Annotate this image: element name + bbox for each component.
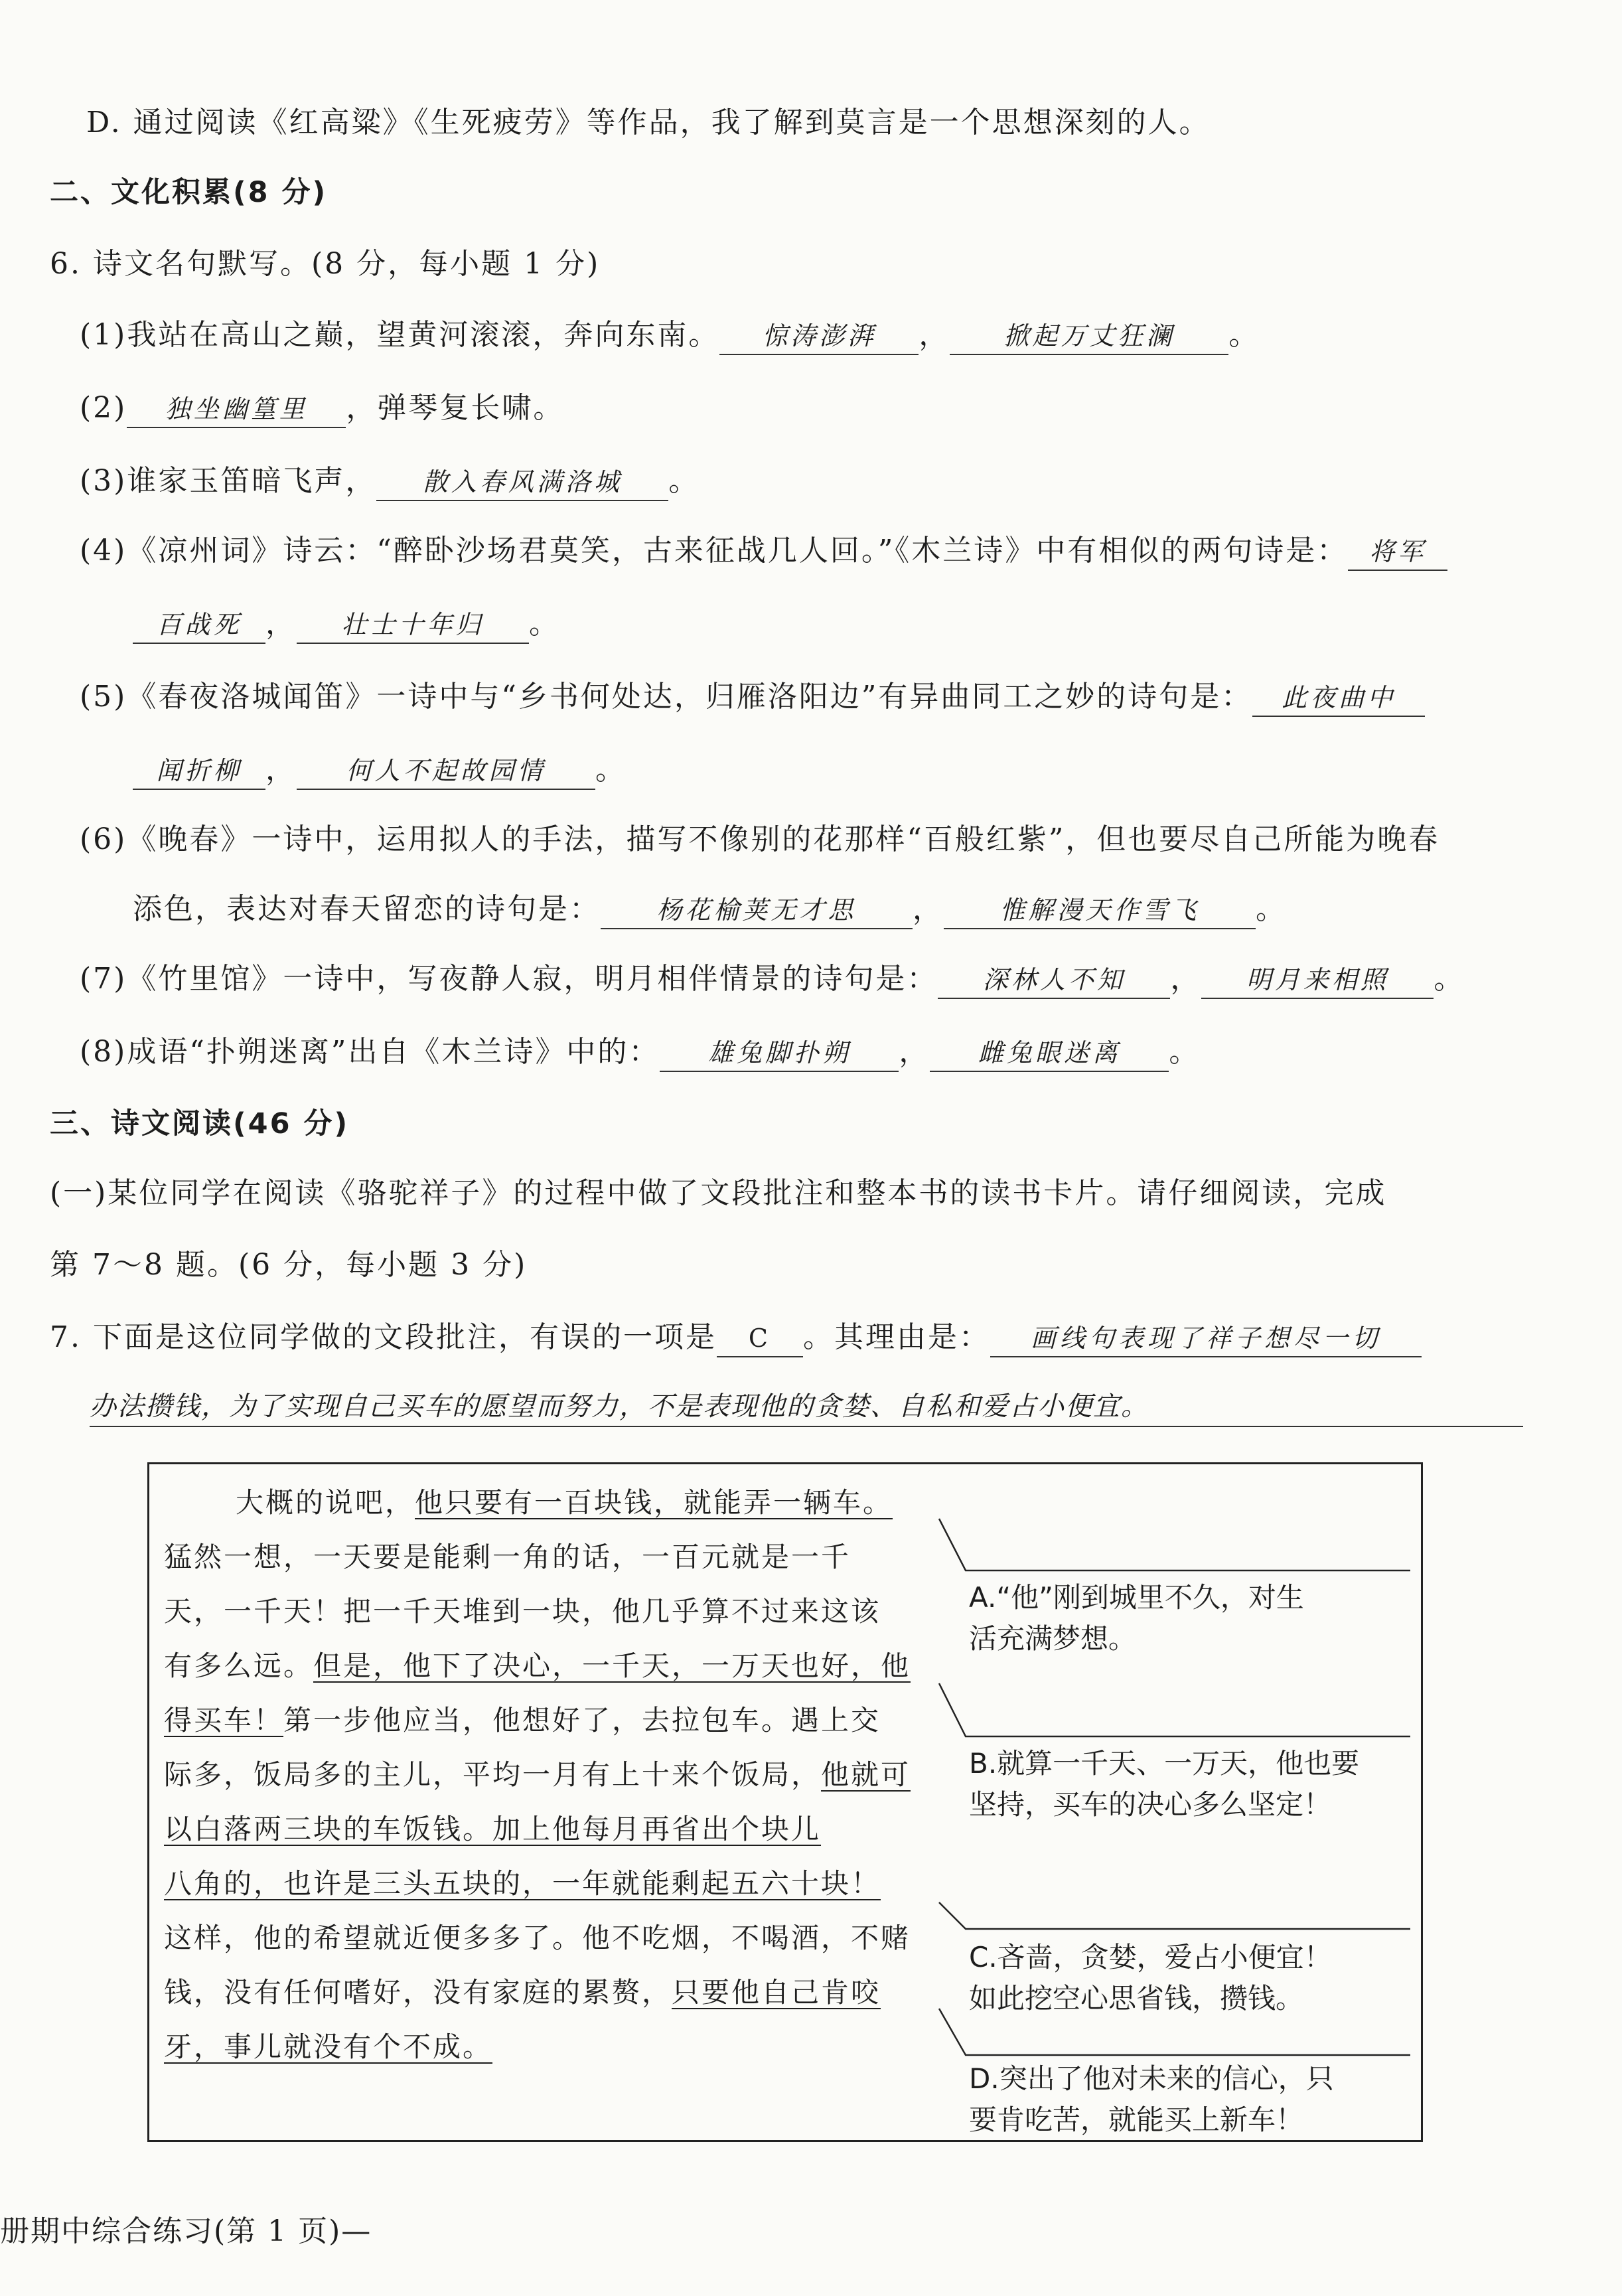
underlined-sentence: 以白落两三块的车饭钱。加上他每月再省出个块儿 bbox=[164, 1813, 822, 1845]
passage-line: 猛然一想，一天要是能剩一角的话，一百元就是一千 bbox=[164, 1541, 851, 1573]
comment-c: C.吝啬，贪婪，爱占小便宜！ 如此挖空心思省钱，攒钱。 bbox=[969, 1941, 1332, 2015]
q6-8-answer-1: 雄兔脚扑朔 bbox=[660, 1035, 899, 1072]
q6-5-answer-1a: 此夜曲中 bbox=[1252, 680, 1425, 717]
connector-c bbox=[939, 1902, 1410, 1929]
q7-answer: C bbox=[717, 1320, 803, 1357]
passage-line: 大概的说吧，他只要有一百块钱，就能弄一辆车。 bbox=[236, 1486, 893, 1519]
q6-item-3: (3)谁家玉笛暗飞声， 散入春风满洛城 。 bbox=[80, 461, 700, 501]
q6-7-answer-2: 明月来相照 bbox=[1201, 962, 1434, 999]
q6-item-5-cont: 闻折柳 ， 何人不起故园情 。 bbox=[133, 750, 627, 790]
q6-4-answer-1a: 将军 bbox=[1348, 534, 1447, 571]
q6-item-4: (4)《凉州词》诗云：“醉卧沙场君莫笑，古来征战几人回。”《木兰诗》中有相似的两句诗是： 将军 bbox=[80, 531, 1447, 571]
q6-item-2: (2) 独坐幽篁里 ，弹琴复长啸。 bbox=[80, 388, 564, 428]
connector-b bbox=[939, 1683, 1410, 1736]
underlined-sentence: 只要他自己肯咬 bbox=[672, 1976, 881, 2009]
q6-item-8: (8)成语“扑朔迷离”出自《木兰诗》中的： 雄兔脚扑朔 ， 雌兔眼迷离 。 bbox=[80, 1032, 1200, 1072]
q6-6-answer-1: 杨花榆荚无才思 bbox=[601, 892, 913, 929]
q6-item-5: (5)《春夜洛城闻笛》一诗中与“乡书何处达，归雁洛阳边”有异曲同工之妙的诗句是： 此夜曲中 bbox=[80, 677, 1425, 717]
passage-line: 有多么远。但是，他下了决心，一千天，一万天也好，他 bbox=[164, 1649, 911, 1682]
q6-item-4-cont: 百战死 ， 壮士十年归 。 bbox=[133, 604, 560, 644]
section2-title: 二、文化积累(8 分) bbox=[50, 176, 328, 209]
q6-1-answer-2: 掀起万丈狂澜 bbox=[950, 318, 1228, 355]
q6-4-answer-2: 壮士十年归 bbox=[297, 607, 529, 644]
q6-7-answer-1: 深林人不知 bbox=[938, 962, 1170, 999]
connector-a bbox=[939, 1519, 1410, 1570]
underlined-sentence: 得买车！ bbox=[164, 1704, 284, 1736]
passage-line: 这样，他的希望就近便多多了。他不吃烟，不喝酒，不赌 bbox=[164, 1922, 911, 1954]
underlined-sentence: 他只要有一百块钱，就能弄一辆车。 bbox=[415, 1486, 893, 1519]
passage-line: 天，一千天！把一千天堆到一块，他几乎算不过来这该 bbox=[164, 1595, 881, 1628]
page-footer: 册期中综合练习(第 1 页)— bbox=[0, 2214, 372, 2248]
q6-5-answer-1b: 闻折柳 bbox=[133, 753, 265, 790]
section3-intro: (一)某位同学在阅读《骆驼祥子》的过程中做了文段批注和整本书的读书卡片。请仔细阅读，完成 bbox=[50, 1176, 1387, 1210]
underlined-sentence: 牙，事儿就没有个不成。 bbox=[164, 2030, 493, 2063]
q6-item-7: (7)《竹里馆》一诗中，写夜静人寂，明月相伴情景的诗句是： 深林人不知 ， 明月来相照 。 bbox=[80, 959, 1465, 999]
q7-reason-2: 办法攒钱，为了实现自己买车的愿望而努力，不是表现他的贪婪、自私和爱占小便宜。 bbox=[90, 1387, 1523, 1427]
section3-intro-cont: 第 7～8 题。(6 分，每小题 3 分) bbox=[50, 1248, 528, 1282]
passage-line: 得买车！第一步他应当，他想好了，去拉包车。遇上交 bbox=[164, 1704, 881, 1736]
underlined-sentence: 但是，他下了决心，一千天，一万天也好，他 bbox=[313, 1649, 911, 1682]
q6-item-1: (1)我站在高山之巅，望黄河滚滚，奔向东南。 惊涛澎湃 ， 掀起万丈狂澜 。 bbox=[80, 315, 1260, 355]
q6-2-answer: 独坐幽篁里 bbox=[127, 391, 346, 428]
underlined-sentence: 八角的，也许是三头五块的，一年就能剩起五六十块！ bbox=[164, 1867, 881, 1900]
q6-6-answer-2: 惟解漫天作雪飞 bbox=[944, 892, 1256, 929]
q6-item-6-cont: 添色，表达对春天留恋的诗句是： 杨花榆荚无才思 ， 惟解漫天作雪飞 。 bbox=[133, 889, 1287, 929]
passage-line: 际多，饭局多的主儿，平均一月有上十来个饭局，他就可 bbox=[164, 1758, 911, 1791]
q6-3-answer: 散入春风满洛城 bbox=[376, 464, 668, 501]
q6-item-6: (6)《晚春》一诗中，运用拟人的手法，描写不像别的花那样“百般红紫”，但也要尽自己所能为晚春 bbox=[80, 822, 1440, 856]
q6-5-answer-2: 何人不起故园情 bbox=[297, 753, 595, 790]
comment-d: D.突出了他对未来的信心，只 要肯吃苦，就能买上新车！ bbox=[969, 2062, 1334, 2136]
section3-title: 三、诗文阅读(46 分) bbox=[50, 1107, 350, 1140]
comment-a: A.“他”刚到城里不久，对生 活充满梦想。 bbox=[969, 1581, 1304, 1655]
q6-stem: 6. 诗文名句默写。(8 分，每小题 1 分) bbox=[50, 247, 601, 281]
comment-b: B.就算一千天、一万天，他也要 坚持，买车的决心多么坚定！ bbox=[969, 1747, 1360, 1821]
q7-stem: 7. 下面是这位同学做的文段批注，有误的一项是 C 。其理由是： 画线句表现了祥子想尽一切 bbox=[50, 1318, 1422, 1357]
q6-8-answer-2: 雌兔眼迷离 bbox=[930, 1035, 1169, 1072]
q5-option-d: D. 通过阅读《红高粱》《生死疲劳》等作品，我了解到莫言是一个思想深刻的人。 bbox=[86, 106, 1211, 139]
q6-1-answer-1: 惊涛澎湃 bbox=[719, 318, 919, 355]
underlined-sentence: 他就可 bbox=[821, 1758, 911, 1791]
annotated-passage-box bbox=[147, 1462, 1423, 2142]
q6-4-answer-1b: 百战死 bbox=[133, 607, 265, 644]
q7-reason-1: 画线句表现了祥子想尽一切 bbox=[990, 1320, 1422, 1357]
passage-line: 钱，没有任何嗜好，没有家庭的累赘，只要他自己肯咬 bbox=[164, 1976, 881, 2009]
